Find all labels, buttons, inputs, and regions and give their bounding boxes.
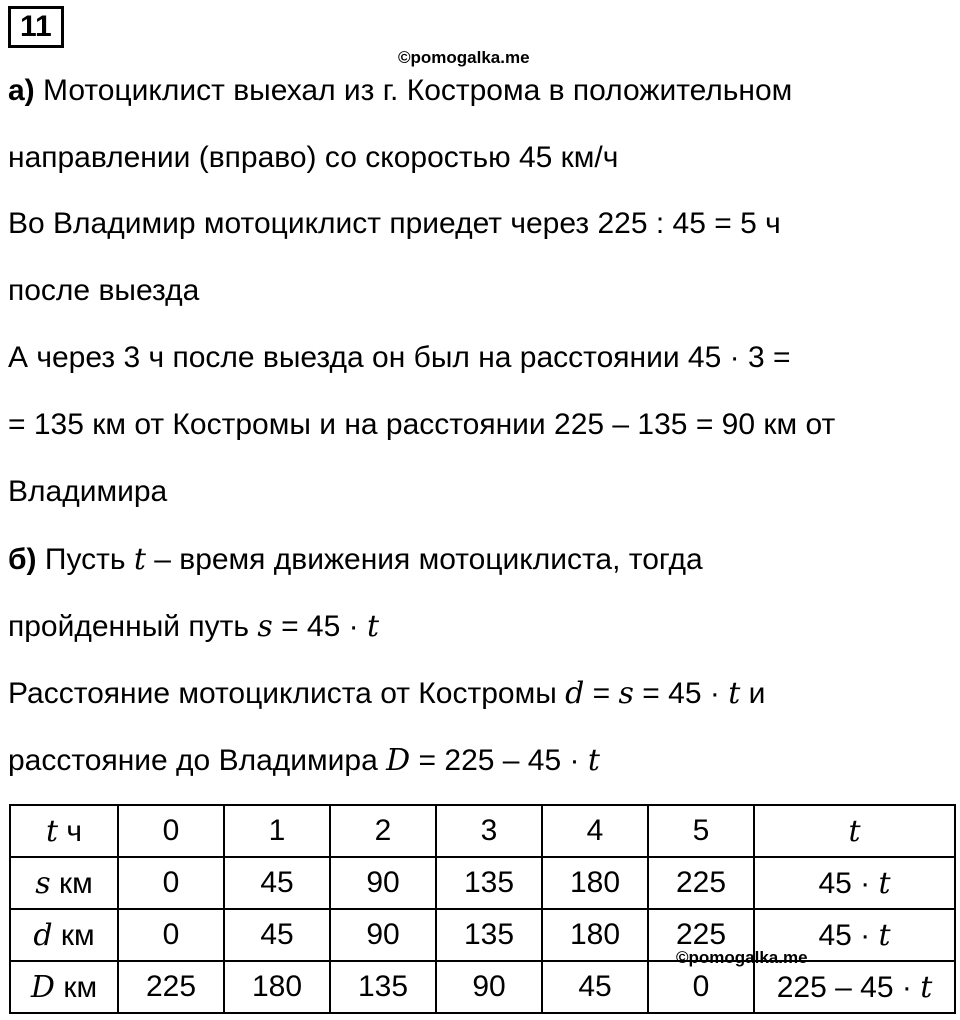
part-b-line-3	[8, 676, 765, 711]
variable: s	[35, 865, 51, 901]
text: пройденный путь	[8, 610, 249, 643]
variable: d	[33, 917, 53, 953]
values-table	[9, 804, 956, 1014]
part-a-line-3: Во Владимир мотоциклист приедет через 225 : 45 = 5 ч	[8, 207, 781, 240]
table-cell: 45	[542, 961, 648, 1013]
part-b-line-1	[8, 542, 703, 577]
table-cell: 90	[436, 961, 542, 1013]
text: Пусть	[44, 543, 126, 576]
table-cell: 180	[542, 857, 648, 909]
table-cell: 2	[330, 805, 436, 857]
table-cell: 180	[542, 909, 648, 961]
variable: s	[618, 676, 634, 711]
part-a-line-7: Владимира	[8, 475, 168, 508]
table-cell: 135	[436, 909, 542, 961]
unit: км	[60, 918, 95, 952]
text: и	[748, 677, 766, 710]
variable: D	[30, 969, 55, 1005]
watermark-top: ©pomogalka.me	[398, 48, 530, 67]
variable: t	[878, 865, 891, 901]
variable: t	[920, 969, 933, 1005]
table-cell: 45	[224, 857, 330, 909]
table-cell: 0	[118, 805, 224, 857]
table-cell: 0	[648, 961, 754, 1013]
part-b-line-4	[8, 743, 600, 778]
table-cell: 180	[224, 961, 330, 1013]
table-cell: 225	[648, 857, 754, 909]
formula-cell	[754, 961, 955, 1013]
variable: t	[133, 542, 146, 577]
variable: s	[257, 609, 273, 644]
text: Мотоциклист выехал из г. Кострома в положительном	[43, 74, 793, 107]
unit: км	[63, 970, 98, 1004]
row-header	[10, 857, 118, 909]
formula-cell	[754, 857, 955, 909]
table-cell: 1	[224, 805, 330, 857]
part-a-line-6: = 135 км от Костромы и на расстоянии 225 – 135 = 90 км от	[8, 408, 836, 441]
formula-cell	[754, 805, 955, 857]
text: Расстояние мотоциклиста от Костромы	[8, 677, 557, 710]
table-row-D	[10, 961, 955, 1013]
table-cell: 0	[118, 909, 224, 961]
table-cell: 45	[224, 909, 330, 961]
variable: t	[366, 609, 380, 644]
row-header	[10, 805, 118, 857]
text: 225 – 45 ·	[776, 970, 912, 1004]
row-header	[10, 961, 118, 1013]
text: 45 ·	[818, 866, 871, 900]
table-cell: 225	[648, 909, 754, 961]
table-cell: 90	[330, 857, 436, 909]
text: =	[592, 677, 611, 710]
part-a-line-2: направлении (вправо) со скоростью 45 км/ч	[8, 141, 619, 174]
text: = 45 ·	[281, 610, 359, 643]
table-cell: 90	[330, 909, 436, 961]
watermark-bottom: ©pomogalka.me	[676, 948, 808, 967]
variable: d	[565, 676, 585, 711]
variable: t	[45, 813, 59, 849]
table-cell: 0	[118, 857, 224, 909]
variable: D	[386, 743, 411, 778]
table-row-s	[10, 857, 955, 909]
variable: t	[587, 743, 600, 778]
part-a-label: а)	[8, 74, 35, 107]
text: расстояние до Владимира	[8, 744, 378, 777]
variable: t	[878, 917, 891, 953]
unit: ч	[66, 814, 83, 848]
text: = 225 – 45 ·	[418, 744, 580, 777]
table-cell: 225	[118, 961, 224, 1013]
table-cell: 135	[330, 961, 436, 1013]
part-a-line-1	[8, 74, 792, 108]
part-b-label: б)	[8, 543, 37, 576]
table-cell: 135	[436, 857, 542, 909]
part-a-line-5: А через 3 ч после выезда он был на расстоянии 45 · 3 =	[8, 341, 791, 374]
task-number: 11	[8, 6, 64, 48]
variable: t	[728, 676, 741, 711]
unit: км	[59, 866, 93, 900]
table-cell: 4	[542, 805, 648, 857]
table-row-d	[10, 909, 955, 961]
part-b-line-2	[8, 609, 379, 644]
table-cell: 3	[436, 805, 542, 857]
variable: t	[848, 813, 861, 849]
part-a-line-4: после выезда	[8, 274, 200, 307]
text: = 45 ·	[642, 677, 720, 710]
text: – время движения мотоциклиста, тогда	[154, 543, 703, 576]
row-header	[10, 909, 118, 961]
table-cell: 5	[648, 805, 754, 857]
text: 45 ·	[818, 918, 871, 952]
table-row-t	[10, 805, 955, 857]
